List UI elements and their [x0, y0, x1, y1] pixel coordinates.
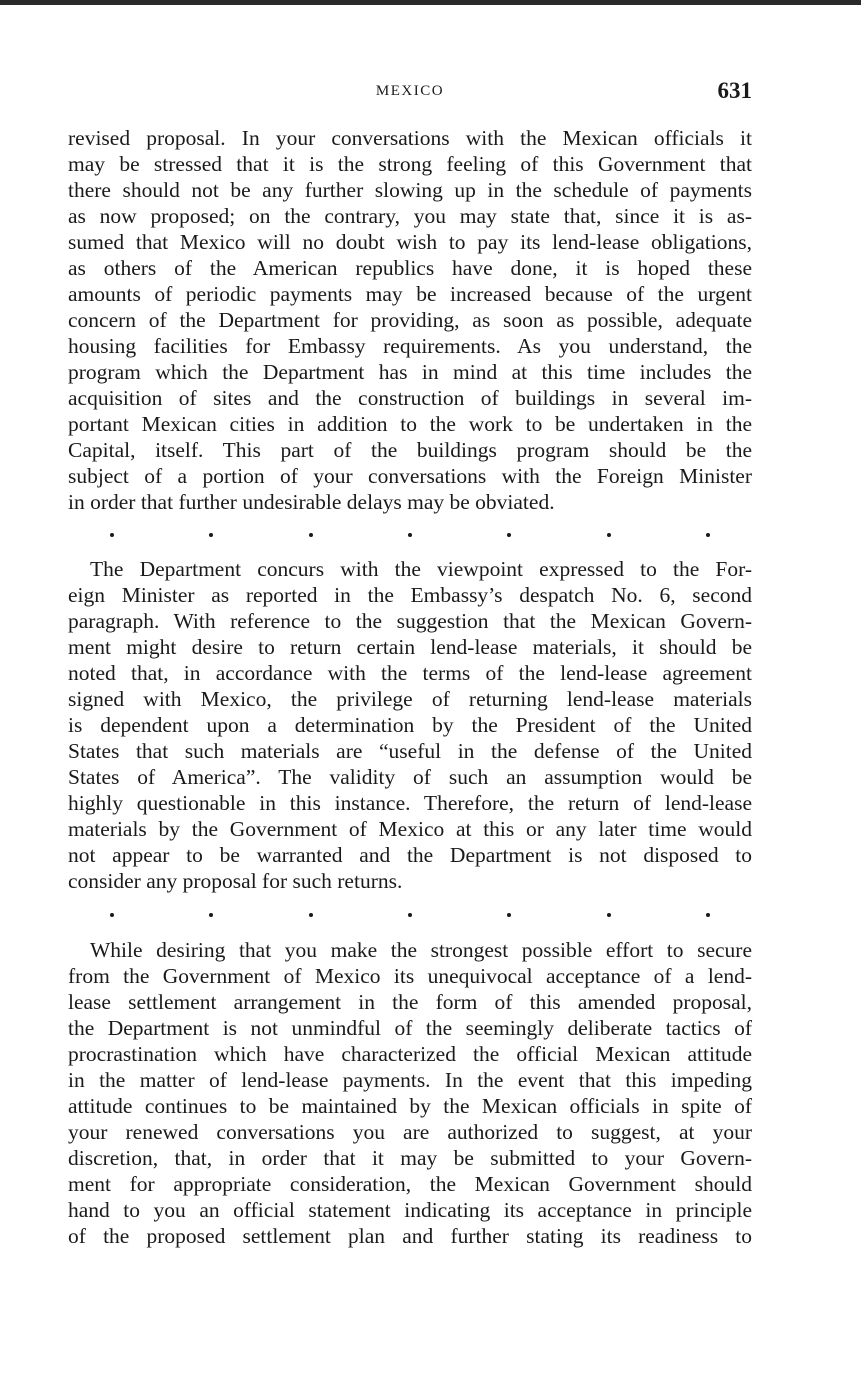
text-line: of the proposed settlement plan and further stating its readiness to — [68, 1224, 752, 1248]
text-line: procrastination which have characterized the official Mexican attitude — [68, 1042, 752, 1066]
page-number: 631 — [717, 78, 752, 103]
text-line: there should not be any further slowing up in the schedule of payments — [68, 178, 752, 202]
text-line: your renewed conversations you are authorized to suggest, at your — [68, 1120, 752, 1144]
ellipsis-dot — [408, 913, 412, 917]
text-line: sumed that Mexico will no doubt wish to pay its lend-lease obligations, — [68, 230, 752, 254]
text-line: housing facilities for Embassy requirements. As you understand, the — [68, 334, 752, 358]
text-line: subject of a portion of your conversations with the Foreign Minister — [68, 464, 752, 488]
text-line: lease settlement arrangement in the form of this amended proposal, — [68, 990, 752, 1014]
ellipsis-dot — [110, 533, 114, 537]
omission-ellipsis — [110, 533, 710, 547]
text-line: attitude continues to be maintained by the Mexican officials in spite of — [68, 1094, 752, 1118]
text-line: hand to you an official statement indicating its acceptance in principle — [68, 1198, 752, 1222]
text-line: materials by the Government of Mexico at this or any later time would — [68, 817, 752, 841]
ellipsis-dot — [408, 533, 412, 537]
text-line: discretion, that, in order that it may be submitted to your Govern- — [68, 1146, 752, 1170]
text-line: eign Minister as reported in the Embassy’s despatch No. 6, second — [68, 583, 752, 607]
text-line: ment might desire to return certain lend-lease materials, it should be — [68, 635, 752, 659]
text-line: portant Mexican cities in addition to the work to be undertaken in the — [68, 412, 752, 436]
ellipsis-dot — [209, 913, 213, 917]
text-line: noted that, in accordance with the terms of the lend-lease agreement — [68, 661, 752, 685]
ellipsis-dot — [607, 533, 611, 537]
text-line: revised proposal. In your conversations with the Mexican officials it — [68, 126, 752, 150]
text-line: Capital, itself. This part of the buildings program should be the — [68, 438, 752, 462]
text-line: in order that further undesirable delays may be obviated. — [68, 490, 555, 514]
text-line: program which the Department has in mind at this time includes the — [68, 360, 752, 384]
text-line: not appear to be warranted and the Department is not disposed to — [68, 843, 752, 867]
ellipsis-dot — [209, 533, 213, 537]
text-line: as now proposed; on the contrary, you may state that, since it is as- — [68, 204, 752, 228]
ellipsis-dot — [507, 913, 511, 917]
ellipsis-dot — [110, 913, 114, 917]
text-line: the Department is not unmindful of the seemingly deliberate tactics of — [68, 1016, 752, 1040]
text-line: States of America”. The validity of such an assumption would be — [68, 765, 752, 789]
text-line: ment for appropriate consideration, the Mexican Government should — [68, 1172, 752, 1196]
ellipsis-dot — [309, 913, 313, 917]
ellipsis-dot — [309, 533, 313, 537]
text-line: concern of the Department for providing, as soon as possible, adequate — [68, 308, 752, 332]
text-line: may be stressed that it is the strong feeling of this Government that — [68, 152, 752, 176]
ellipsis-dot — [706, 913, 710, 917]
text-line: from the Government of Mexico its unequivocal acceptance of a lend- — [68, 964, 752, 988]
page-top-border — [0, 0, 861, 5]
text-line: highly questionable in this instance. Therefore, the return of lend-lease — [68, 791, 752, 815]
ellipsis-dot — [706, 533, 710, 537]
running-head: MEXICO — [375, 83, 445, 99]
text-line: acquisition of sites and the construction of buildings in several im- — [68, 386, 752, 410]
page-header — [68, 78, 752, 106]
text-line: signed with Mexico, the privilege of returning lend-lease materials — [68, 687, 752, 711]
text-line: The Department concurs with the viewpoint expressed to the For- — [90, 557, 752, 581]
text-line: amounts of periodic payments may be increased because of the urgent — [68, 282, 752, 306]
text-line: States that such materials are “useful in the defense of the United — [68, 739, 752, 763]
ellipsis-dot — [507, 533, 511, 537]
text-line: While desiring that you make the strongest possible effort to secure — [90, 938, 752, 962]
text-line: as others of the American republics have done, it is hoped these — [68, 256, 752, 280]
text-line: paragraph. With reference to the suggestion that the Mexican Govern- — [68, 609, 752, 633]
omission-ellipsis — [110, 913, 710, 927]
text-line: in the matter of lend-lease payments. In the event that this impeding — [68, 1068, 752, 1092]
text-line: consider any proposal for such returns. — [68, 869, 403, 893]
text-line: is dependent upon a determination by the President of the United — [68, 713, 752, 737]
ellipsis-dot — [607, 913, 611, 917]
